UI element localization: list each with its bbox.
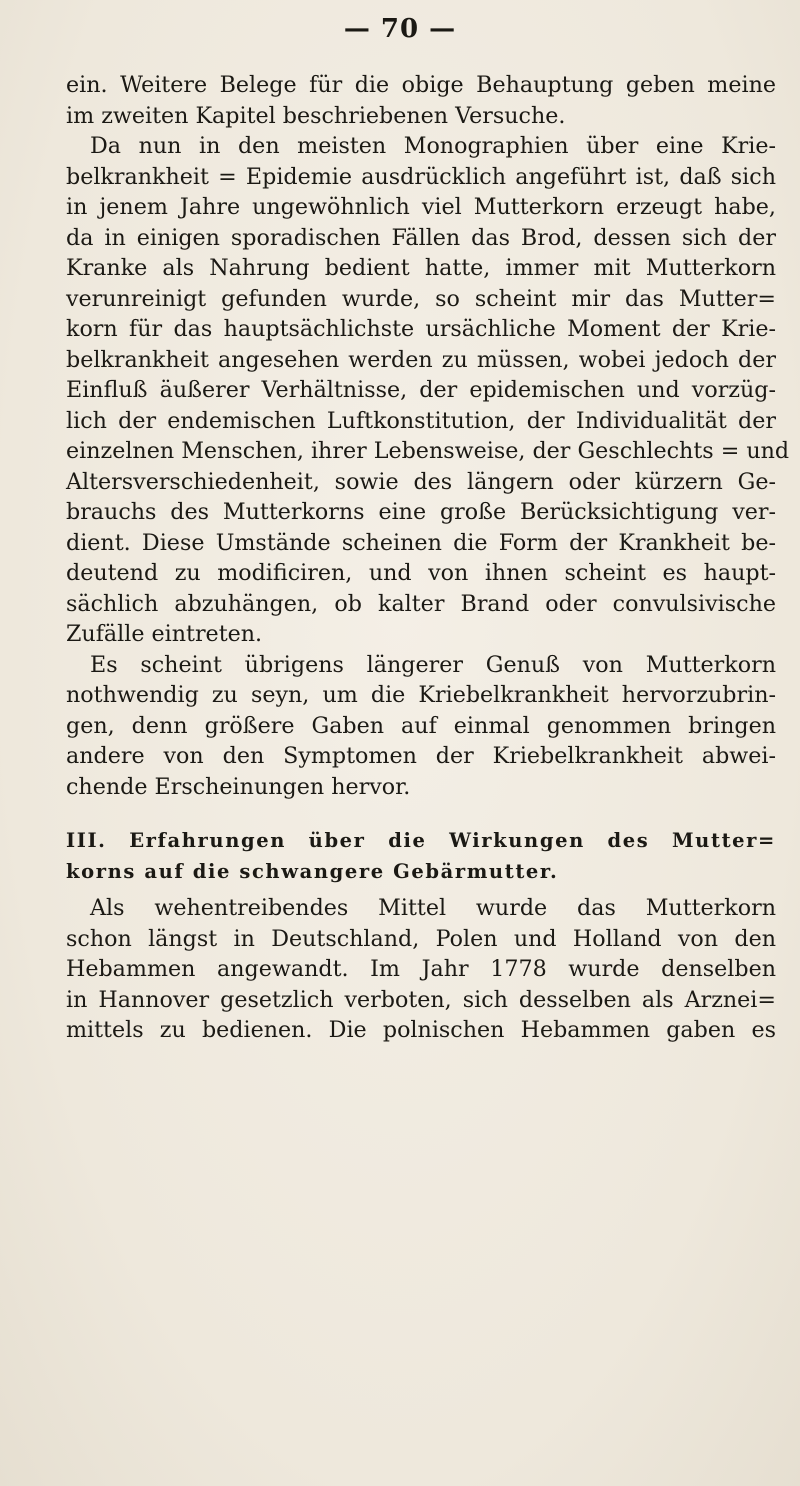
text-line: andere von den Symptomen der Kriebelkrankheit abwei- — [66, 743, 776, 769]
text-line: chende Erscheinungen hervor. — [66, 773, 411, 800]
text-line: im zweiten Kapitel beschriebenen Versuche. — [66, 102, 566, 129]
text-line: verunreinigt gefunden wurde, so scheint mir das Mutter= — [66, 285, 776, 312]
text-line: nothwendig zu seyn, um die Kriebelkrankheit hervorzubrin- — [66, 682, 776, 708]
text-line: einzelnen Menschen, ihrer Lebensweise, der Geschlechts = und — [66, 438, 790, 464]
text-line: Hebammen angewandt. Im Jahr 1778 wurde denselben — [66, 956, 776, 982]
page-number: — 70 — — [343, 14, 457, 44]
text-line: belkrankheit angesehen werden zu müssen, wobei jedoch der — [66, 346, 776, 373]
text-line: lich der endemischen Luftkonstitution, der Individualität der — [66, 407, 776, 434]
text-line: Einfluß äußerer Verhältnisse, der epidemischen und vorzüg- — [66, 377, 776, 403]
text-line: Als wehentreibendes Mittel wurde das Mutterkorn — [90, 895, 776, 921]
text-line: schon längst in Deutschland, Polen und Holland von den — [66, 925, 776, 952]
text-line: Kranke als Nahrung bedient hatte, immer mit Mutterkorn — [66, 255, 776, 281]
text-line: in Hannover gesetzlich verboten, sich desselben als Arznei= — [66, 986, 776, 1013]
text-line: belkrankheit = Epidemie ausdrücklich angeführt ist, daß sich — [66, 163, 776, 190]
text-line: korn für das hauptsächlichste ursächliche Moment der Krie- — [66, 316, 776, 342]
section-heading: III. Erfahrungen über die Wirkungen des Mutter= — [66, 829, 776, 852]
text-line: gen, denn größere Gaben auf einmal genommen bringen — [66, 712, 776, 739]
text-line: da in einigen sporadischen Fällen das Brod, dessen sich der — [66, 224, 776, 251]
text-line: sächlich abzuhängen, ob kalter Brand oder convulsivische — [66, 590, 776, 617]
text-line: mittels zu bedienen. Die polnischen Hebammen gaben es — [66, 1017, 776, 1043]
text-line: Altersverschiedenheit, sowie des längern oder kürzern Ge- — [66, 468, 776, 495]
text-line: brauchs des Mutterkorns eine große Berücksichtigung ver- — [66, 499, 776, 525]
text-line: Es scheint übrigens längerer Genuß von Mutterkorn — [90, 651, 776, 678]
section-heading-continuation: korns auf die schwangere Gebärmutter. — [66, 859, 559, 883]
text-line: in jenem Jahre ungewöhnlich viel Mutterkorn erzeugt habe, — [66, 194, 776, 220]
body-text — [66, 70, 790, 1046]
text-line: dient. Diese Umstände scheinen die Form der Krankheit be- — [66, 529, 776, 556]
text-line: deutend zu modificiren, und von ihnen scheint es haupt- — [66, 560, 776, 586]
text-line: Zufälle eintreten. — [66, 621, 263, 647]
text-line: Da nun in den meisten Monographien über eine Krie- — [90, 133, 776, 159]
text-line: ein. Weitere Belege für die obige Behauptung geben meine — [66, 72, 776, 98]
